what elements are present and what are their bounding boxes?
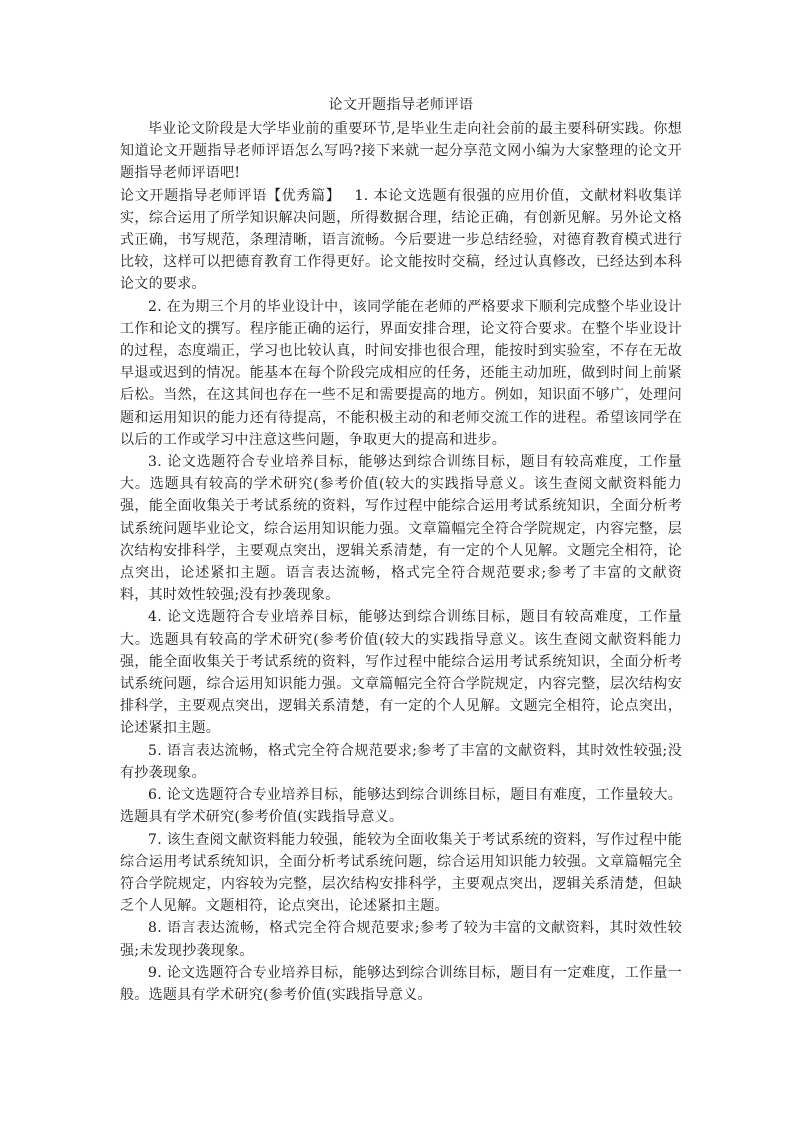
document-page <box>120 94 682 1006</box>
comment-item-8: 8. 语言表达流畅，格式完全符合规范要求;参考了较为丰富的文献资料，其时效性较强;未发现抄袭现象。 <box>120 920 682 959</box>
intro-paragraph: 毕业论文阶段是大学毕业前的重要环节,是毕业生走向社会前的最主要科研实践。你想知道论文开题指导老师评语怎么写吗?接下来就一起分享范文网小编为大家整理的论文开题指导老师评语吧! <box>120 121 682 182</box>
comment-item-3: 3. 论文选题符合专业培养目标，能够达到综合训练目标，题目有较高难度，工作量大。选题具有较高的学术研究(参考价值(较大的实践指导意义。该生查阅文献资料能力强，能全面收集关于考试系统的资料，写作过程中能综合运用考试系统知识，全面分析考试系统问题毕业论文，综合运用知识能力强。文章篇幅完全符合学院规定，内容完整，层次结构安排科学，主要观点突出，逻辑关系清楚，有一定的个人见解。文题完全相符，论点突出，论述紧扣主题。语言表达流畅，格式完全符合规范要求;参考了丰富的文献资料，其时效性较强;没有抄袭现象。 <box>120 454 682 604</box>
document-title: 论文开题指导老师评语 <box>328 97 474 113</box>
comment-item-2: 2. 在为期三个月的毕业设计中，该同学能在老师的严格要求下顺利完成整个毕业设计工作和论文的撰写。程序能正确的运行，界面安排合理，论文符合要求。在整个毕业设计的过程，态度端正，学习也比较认真，时间安排也很合理，能按时到实验室，不存在无故早退或迟到的情况。能基本在每个阶段完成相应的任务，还能主动加班，做到时间上前紧后松。当然，在这其间也存在一些不足和需要提高的地方。例如，知识面不够广，处理问题和运用知识的能力还有待提高，不能积极主动的和老师交流工作的进程。希望该同学在以后的工作或学习中注意这些问题，争取更大的提高和进步。 <box>120 298 682 448</box>
comment-item-5: 5. 语言表达流畅，格式完全符合规范要求;参考了丰富的文献资料，其时效性较强;没有抄袭现象。 <box>120 742 682 781</box>
comment-item-4: 4. 论文选题符合专业培养目标，能够达到综合训练目标，题目有较高难度，工作量大。选题具有较高的学术研究(参考价值(较大的实践指导意义。该生查阅文献资料能力强，能全面收集关于考试系统的资料，写作过程中能综合运用考试系统知识，全面分析考试系统问题，综合运用知识能力强。文章篇幅完全符合学院规定，内容完整，层次结构安排科学，主要观点突出，逻辑关系清楚，有一定的个人见解。文题完全相符，论点突出，论述紧扣主题。 <box>120 609 682 737</box>
comment-item-1: 1. 本论文选题有很强的应用价值，文献材料收集详实，综合运用了所学知识解决问题，所得数据合理，结论正确，有创新见解。另外论文格式正确，书写规范，条理清晰，语言流畅。今后要进一步总结经验，对德育教育模式进行比较，这样可以把德育教育工作得更好。论文能按时交稿，经过认真修改，已经达到本科论文的要求。 <box>120 187 683 293</box>
first-comment-paragraph <box>120 185 682 296</box>
comment-item-6: 6. 论文选题符合专业培养目标，能够达到综合训练目标，题目有难度，工作量较大。选题具有学术研究(参考价值(实践指导意义。 <box>120 787 682 826</box>
section-heading: 论文开题指导老师评语【优秀篇】 <box>120 187 341 204</box>
comment-item-9: 9. 论文选题符合专业培养目标，能够达到综合训练目标，题目有一定难度，工作量一般。选题具有学术研究(参考价值(实践指导意义。 <box>120 964 682 1003</box>
comment-item-7: 7. 该生查阅文献资料能力较强，能较为全面收集关于考试系统的资料，写作过程中能综合运用考试系统知识，全面分析考试系统问题，综合运用知识能力较强。文章篇幅完全符合学院规定，内容较为完整，层次结构安排科学，主要观点突出，逻辑关系清楚，但缺乏个人见解。文题相符，论点突出，论述紧扣主题。 <box>120 831 682 915</box>
